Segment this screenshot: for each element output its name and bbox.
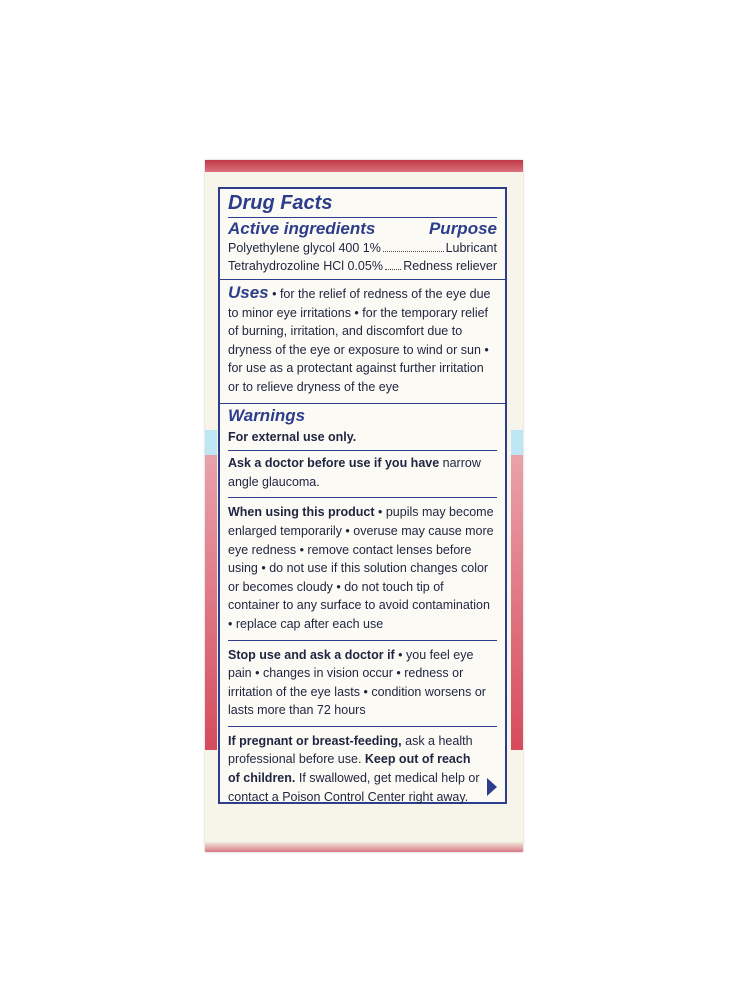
drug-facts-panel <box>218 187 507 804</box>
warnings-section <box>220 404 505 811</box>
when-using-text: • pupils may become enlarged temporarily • overuse may cause more eye redness • remove contact lenses before using • do not use if this solution changes color or becomes cloudy • do not touch tip of container to any surface to avoid contamination • replace cap after each use <box>228 505 494 631</box>
top-red-band <box>205 160 523 172</box>
ingredient-row <box>228 257 497 275</box>
left-color-band <box>205 430 217 750</box>
stop-use-block <box>228 641 497 727</box>
uses-section <box>220 280 505 404</box>
uses-heading: Uses <box>228 283 269 302</box>
keep-out-label: Keep out of reach of children. <box>228 752 471 786</box>
active-ingredients-section <box>220 189 505 280</box>
ask-doctor-block <box>228 451 497 498</box>
swallowed-text: If swallowed, get medical help or contact a Poison Control Center right away. <box>228 771 480 804</box>
ingredient-name: Polyethylene glycol 400 1% <box>228 241 381 255</box>
continue-arrow-icon <box>487 778 497 796</box>
pregnancy-block <box>228 727 497 810</box>
uses-paragraph <box>228 284 497 397</box>
uses-text: • for the relief of redness of the eye due to minor eye irritations • for the temporary relief of burning, irritation, and discomfort due to dryness of the eye or exposure to wind or sun • for use as a protectant against further irritation or to relieve dryness of the eye <box>228 287 491 394</box>
ingredients-header-row <box>228 217 497 239</box>
warnings-heading: Warnings <box>228 405 306 425</box>
ingredient-purpose: Lubricant <box>445 241 497 255</box>
stop-use-label: Stop use and ask a doctor if <box>228 647 395 662</box>
bottom-band <box>205 842 523 852</box>
pregnant-text: ask a health professional before use. <box>228 733 473 767</box>
external-use-text: For external use only. <box>228 429 357 444</box>
ingredient-purpose: Redness reliever <box>403 259 497 273</box>
when-using-block <box>228 498 497 640</box>
eye-drop-box <box>205 160 523 852</box>
ask-doctor-text: narrow angle glaucoma. <box>228 456 481 489</box>
external-use-block <box>228 426 497 452</box>
right-color-band <box>511 430 523 750</box>
active-ingredients-heading: Active ingredients <box>228 219 376 238</box>
drug-facts-title: Drug Facts <box>228 192 333 214</box>
dot-leader <box>383 239 444 252</box>
purpose-heading: Purpose <box>428 219 497 238</box>
ingredient-row <box>228 239 497 257</box>
ask-doctor-label: Ask a doctor before use if you have <box>228 456 440 471</box>
when-using-label: When using this product <box>228 505 375 520</box>
dot-leader <box>385 257 401 270</box>
stop-use-text: • you feel eye pain • changes in vision occur • redness or irritation of the eye lasts • condition worsens or lasts more than 72 hours <box>228 647 486 718</box>
ingredient-name: Tetrahydrozoline HCl 0.05% <box>228 259 383 273</box>
pregnant-label: If pregnant or breast-feeding, <box>228 733 402 748</box>
